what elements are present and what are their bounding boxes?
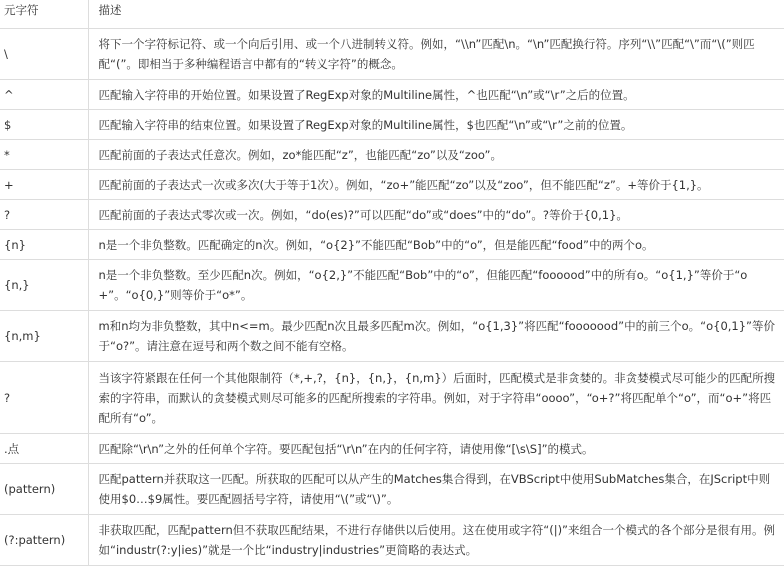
- metachar-cell: ^: [0, 80, 88, 110]
- table-header-row: [0, 0, 784, 29]
- description-cell: 匹配前面的子表达式零次或一次。例如，“do(es)?”可以匹配“do”或“does”中的“do”。?等价于{0,1}。: [88, 200, 784, 230]
- table-row: [0, 434, 784, 464]
- description-cell: m和n均为非负整数，其中n<=m。最少匹配n次且最多匹配m次。例如，“o{1,3}”将匹配“fooooood”中的前三个o。“o{0,1}”等价于“o?”。请注意在逗号和两个数之间不能有空格。: [88, 311, 784, 362]
- metachar-cell: .点: [0, 434, 88, 464]
- description-cell: 当该字符紧跟在任何一个其他限制符（*,+,?，{n}，{n,}，{n,m}）后面时，匹配模式是非贪婪的。非贪婪模式尽可能少的匹配所搜索的字符串，而默认的贪婪模式则尽可能多的匹配所搜索的字符串。例如，对于字符串“oooo”，“o+?”将匹配单个“o”，而“o+”将匹配所有“o”。: [88, 362, 784, 434]
- metachar-cell: ?: [0, 362, 88, 434]
- metachar-cell: {n,m}: [0, 311, 88, 362]
- table-row: [0, 260, 784, 311]
- metachar-cell: ?: [0, 200, 88, 230]
- metachar-cell: *: [0, 140, 88, 170]
- table-row: [0, 29, 784, 80]
- metachar-cell: (pattern): [0, 464, 88, 515]
- description-cell: 非获取匹配，匹配pattern但不获取匹配结果，不进行存储供以后使用。这在使用或字符“(|)”来组合一个模式的各个部分是很有用。例如“industr(?:y|ies)”就是一个比“industry|industries”更简略的表达式。: [88, 515, 784, 566]
- table-row: [0, 362, 784, 434]
- description-cell: 匹配输入字符串的开始位置。如果设置了RegExp对象的Multiline属性，^也匹配“\n”或“\r”之后的位置。: [88, 80, 784, 110]
- table-row: [0, 170, 784, 200]
- description-cell: 匹配前面的子表达式一次或多次(大于等于1次）。例如，“zo+”能匹配“zo”以及“zoo”，但不能匹配“z”。+等价于{1,}。: [88, 170, 784, 200]
- header-description: 描述: [88, 0, 784, 29]
- table-row: [0, 200, 784, 230]
- metachar-cell: \: [0, 29, 88, 80]
- table-row: [0, 80, 784, 110]
- metachar-cell: (?:pattern): [0, 515, 88, 566]
- metachar-cell: $: [0, 110, 88, 140]
- description-cell: 匹配除“\r\n”之外的任何单个字符。要匹配包括“\r\n”在内的任何字符，请使用像“[\s\S]”的模式。: [88, 434, 784, 464]
- table-row: [0, 515, 784, 566]
- table-row: [0, 464, 784, 515]
- description-cell: 匹配前面的子表达式任意次。例如，zo*能匹配“z”，也能匹配“zo”以及“zoo”。: [88, 140, 784, 170]
- header-metacharacter: 元字符: [0, 0, 88, 29]
- metachar-cell: {n,}: [0, 260, 88, 311]
- metachar-cell: {n}: [0, 230, 88, 260]
- description-cell: 匹配输入字符串的结束位置。如果设置了RegExp对象的Multiline属性，$也匹配“\n”或“\r”之前的位置。: [88, 110, 784, 140]
- table-row: [0, 230, 784, 260]
- description-cell: n是一个非负整数。匹配确定的n次。例如，“o{2}”不能匹配“Bob”中的“o”，但是能匹配“food”中的两个o。: [88, 230, 784, 260]
- table-row: [0, 110, 784, 140]
- table-row: [0, 140, 784, 170]
- description-cell: 将下一个字符标记符、或一个向后引用、或一个八进制转义符。例如，“\\n”匹配\n。“\n”匹配换行符。序列“\\”匹配“\”而“\(”则匹配“(”。即相当于多种编程语言中都有的“转义字符”的概念。: [88, 29, 784, 80]
- description-cell: n是一个非负整数。至少匹配n次。例如，“o{2,}”不能匹配“Bob”中的“o”，但能匹配“foooood”中的所有o。“o{1,}”等价于“o+”。“o{0,}”则等价于“o*”。: [88, 260, 784, 311]
- metachar-cell: +: [0, 170, 88, 200]
- description-cell: 匹配pattern并获取这一匹配。所获取的匹配可以从产生的Matches集合得到，在VBScript中使用SubMatches集合，在JScript中则使用$0…$9属性。要匹配圆括号字符，请使用“\(”或“\)”。: [88, 464, 784, 515]
- table-row: [0, 311, 784, 362]
